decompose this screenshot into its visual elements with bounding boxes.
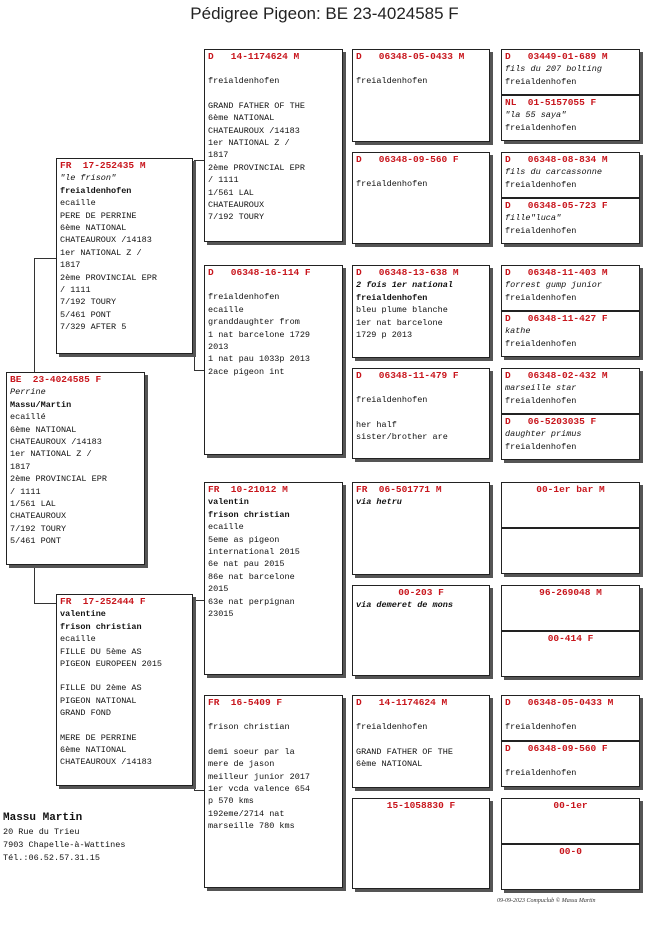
ring-number: FR 06-501771 M [356, 484, 442, 495]
pigeon-card-dds[interactable] [352, 695, 490, 788]
pigeon-card-g7[interactable] [501, 368, 640, 414]
detail-line: CHATEAUROUX /14183 [60, 757, 152, 768]
detail-line [208, 709, 339, 721]
detail-line: 1817 [208, 150, 229, 161]
ring-number: 00-414 F [547, 633, 594, 644]
detail-line: 6ème NATIONAL [356, 759, 423, 770]
connector-line [194, 600, 204, 601]
detail-line: 1817 [60, 260, 81, 271]
detail-line: 1/561 LAL [208, 187, 254, 198]
ring-number: D 03449-01-689 M [505, 51, 608, 62]
detail-line: 2ème PROVINCIAL EPR [60, 272, 157, 283]
breeder: freialdenhofen [505, 395, 577, 406]
connector-line [34, 258, 35, 372]
owner-city: 7903 Chapelle-à-Wattines [3, 840, 126, 850]
pigeon-card-subject[interactable] [6, 372, 145, 565]
detail-line: 6ème NATIONAL [10, 424, 77, 435]
detail-line: 5/461 PONT [10, 536, 62, 547]
ring-number: 00-1er bar M [536, 484, 605, 495]
breeder: freialdenhofen [505, 441, 577, 452]
connector-line [34, 603, 56, 604]
breeder: Massu/Martin [10, 399, 72, 410]
detail-line: 6ème NATIONAL [208, 113, 275, 124]
breeder: freialdenhofen [356, 722, 428, 733]
detail-line [208, 279, 339, 291]
breeder: frison christian [208, 722, 290, 733]
detail-line: mere de jason [208, 759, 275, 770]
ring-number: D 06348-05-723 F [505, 200, 608, 211]
connector-line [194, 790, 204, 791]
detail-line: sister/brother are [356, 432, 448, 443]
ring-number: D 06348-05-0433 M [356, 51, 465, 62]
breeder: freialdenhofen [505, 225, 577, 236]
pigeon-card-g5[interactable] [501, 265, 640, 311]
connector-line [194, 160, 204, 161]
pigeon-card-g6[interactable] [501, 311, 640, 357]
pigeon-card-g13[interactable] [501, 695, 640, 741]
pigeon-name: valentin [208, 497, 249, 508]
detail-line: p 570 kms [208, 796, 254, 807]
detail-line: FILLE DU 5ème AS [60, 646, 142, 657]
detail-line: GRAND FATHER OF THE [356, 746, 453, 757]
ring-number: 00-0 [559, 846, 582, 857]
connector-line [34, 258, 56, 259]
detail-line: ecaille [60, 198, 96, 209]
pigeon-card-g2[interactable] [501, 95, 640, 141]
detail-line: ecaille [60, 634, 96, 645]
owner-address: 20 Rue du Trieu [3, 827, 80, 837]
pigeon-name: fils du 207 bolting [505, 64, 602, 75]
detail-line: 1er vcda valence 654 [208, 784, 311, 795]
pigeon-card-sire[interactable] [56, 158, 193, 354]
detail-line: 23015 [208, 609, 234, 620]
pigeon-name: "le frison" [60, 173, 117, 184]
detail-line: meilleur junior 2017 [208, 771, 311, 782]
pigeon-name: marseille star [505, 383, 577, 394]
detail-line: CHATEAUROUX [10, 511, 67, 522]
detail-line: 1729 p 2013 [356, 330, 413, 341]
detail-line: international 2015 [208, 547, 300, 558]
pigeon-card-g1[interactable] [501, 49, 640, 95]
breeder: freialdenhofen [505, 292, 577, 303]
pigeon-card-ssd[interactable] [352, 152, 490, 244]
pigeon-card-g3[interactable] [501, 152, 640, 198]
detail-line: 1817 [10, 461, 31, 472]
detail-line: 5eme as pigeon [208, 534, 280, 545]
detail-line: MERE DE PERRINE [60, 732, 137, 743]
detail-line: 6ème NATIONAL [60, 745, 127, 756]
detail-line: 2ème PROVINCIAL EPR [208, 162, 305, 173]
breeder: freialdenhofen [505, 179, 577, 190]
ring-number: D 14-1174624 M [356, 697, 448, 708]
pigeon-card-g4[interactable] [501, 198, 640, 244]
pigeon-name: forrest gump junior [505, 280, 602, 291]
breeder: freialdenhofen [505, 122, 577, 133]
pigeon-card-ddd[interactable] [352, 798, 490, 889]
owner-name: Massu Martin [3, 812, 83, 824]
pigeon-card-g16[interactable] [501, 844, 640, 890]
owner-phone: Tél.:06.52.57.31.15 [3, 853, 100, 863]
ring-number: FR 16-5409 F [208, 697, 283, 708]
detail-line: demi soeur par la [208, 746, 295, 757]
breeder: freialdenhofen [505, 76, 577, 87]
detail-line [356, 734, 486, 746]
detail-line: ecaille [208, 304, 244, 315]
detail-line: 7/192 TOURY [60, 297, 117, 308]
footer-credit: 09-09-2023 Compuclub © Massu Martin [497, 898, 596, 904]
pigeon-name: daughter primus [505, 429, 582, 440]
ring-number: D 06348-11-479 F [356, 370, 459, 381]
detail-line: 1/561 LAL [10, 499, 56, 510]
pigeon-card-dam-sire[interactable] [204, 482, 343, 675]
pigeon-name: fille"luca" [505, 213, 562, 224]
ring-number: 15-1058830 F [386, 800, 456, 811]
ring-number: D 06348-11-403 M [505, 267, 608, 278]
detail-line: 1er nat barcelone [356, 317, 443, 328]
detail-line: 2ème PROVINCIAL EPR [10, 474, 107, 485]
detail-line: 6ème NATIONAL [60, 223, 127, 234]
ring-number: 00-203 F [398, 587, 444, 598]
pigeon-name: "la 55 saya" [505, 110, 567, 121]
detail-line: 1er NATIONAL Z / [10, 449, 92, 460]
detail-line: 2013 [208, 342, 229, 353]
ring-number: FR 17-252444 F [60, 596, 146, 607]
detail-line [208, 88, 339, 100]
breeder: freialdenhofen [505, 722, 577, 733]
detail-line: ecaillé [10, 412, 46, 423]
ring-number: D 06-5203035 F [505, 416, 597, 427]
pigeon-card-dsd[interactable] [352, 585, 490, 676]
pigeon-card-g10[interactable] [501, 528, 640, 574]
detail-line: CHATEAUROUX [208, 200, 265, 211]
connector-line [194, 370, 204, 371]
owner-info [3, 810, 125, 865]
detail-line [505, 709, 636, 721]
detail-line: / 1111 [60, 285, 91, 296]
ring-number: D 14-1174624 M [208, 51, 300, 62]
ring-number: NL 01-5157055 F [505, 97, 597, 108]
ring-number: FR 17-252435 M [60, 160, 146, 171]
detail-line: bleu plume blanche [356, 305, 448, 316]
pigeon-card-sds[interactable] [352, 265, 490, 358]
detail-line: / 1111 [208, 175, 239, 186]
detail-line: CHATEAUROUX /14183 [60, 235, 152, 246]
detail-line [356, 407, 486, 419]
ring-number: D 06348-09-560 F [356, 154, 459, 165]
breeder: freialdenhofen [208, 292, 280, 303]
detail-line [505, 755, 636, 767]
breeder: freialdenhofen [356, 292, 428, 303]
detail-line [356, 63, 486, 75]
breeder: freialdenhofen [208, 76, 280, 87]
detail-line: 2ace pigeon int [208, 366, 285, 377]
detail-line: 7/192 TOURY [10, 523, 67, 534]
detail-line: PIGEON NATIONAL [60, 695, 137, 706]
ring-number: FR 10-21012 M [208, 484, 288, 495]
pigeon-card-g11[interactable] [501, 585, 640, 631]
pigeon-card-sire-dam[interactable] [204, 265, 343, 455]
pigeon-card-dam[interactable] [56, 594, 193, 786]
detail-line: GRAND FATHER OF THE [208, 100, 305, 111]
pigeon-name: 2 fois 1er national [356, 280, 453, 291]
detail-line: 5/461 PONT [60, 309, 112, 320]
pigeon-name: via hetru [356, 497, 402, 508]
breeder: freialdenhofen [356, 395, 428, 406]
pigeon-card-sss[interactable] [352, 49, 490, 142]
breeder: freialdenhofen [505, 768, 577, 779]
pigeon-name: valentine [60, 609, 106, 620]
detail-line: 63e nat perpignan [208, 596, 295, 607]
breeder: frison christian [208, 509, 290, 520]
detail-line: granddaughter from [208, 317, 300, 328]
detail-line: CHATEAUROUX /14183 [10, 437, 102, 448]
detail-line: GRAND FOND [60, 708, 112, 719]
pigeon-card-sire-sire[interactable] [204, 49, 343, 242]
breeder: freialdenhofen [505, 338, 577, 349]
connector-line [194, 600, 195, 790]
detail-line: 7/192 TOURY [208, 212, 265, 223]
detail-line: 2015 [208, 584, 229, 595]
pigeon-name: via demeret de mons [356, 600, 453, 611]
ring-number: BE 23-4024585 F [10, 374, 102, 385]
connector-line [34, 565, 35, 603]
ring-number: D 06348-13-638 M [356, 267, 459, 278]
detail-line [356, 382, 486, 394]
ring-number: D 06348-05-0433 M [505, 697, 614, 708]
pigeon-card-g8[interactable] [501, 414, 640, 460]
page-title: Pédigree Pigeon: BE 23-4024585 F [190, 4, 459, 23]
detail-line [60, 720, 189, 732]
ring-number: D 06348-09-560 F [505, 743, 608, 754]
detail-line: marseille 780 kms [208, 821, 295, 832]
detail-line [208, 734, 339, 746]
pigeon-card-g14[interactable] [501, 741, 640, 787]
detail-line [356, 709, 486, 721]
ring-number: D 06348-16-114 F [208, 267, 311, 278]
detail-line: 1 nat pau 1033p 2013 [208, 354, 311, 365]
pigeon-card-dss[interactable] [352, 482, 490, 575]
detail-line [208, 63, 339, 75]
breeder: freialdenhofen [60, 185, 132, 196]
detail-line: her half [356, 419, 397, 430]
detail-line: CHATEAUROUX /14183 [208, 125, 300, 136]
ring-number: D 06348-02-432 M [505, 370, 608, 381]
detail-line: PIGEON EUROPEEN 2015 [60, 659, 163, 670]
pigeon-name: fils du carcassonne [505, 167, 602, 178]
breeder: freialdenhofen [356, 179, 428, 190]
detail-line: / 1111 [10, 486, 41, 497]
detail-line [60, 670, 189, 682]
connector-line [194, 160, 195, 370]
detail-line: PERE DE PERRINE [60, 210, 137, 221]
ring-number: D 06348-08-834 M [505, 154, 608, 165]
detail-line: 1er NATIONAL Z / [60, 247, 142, 258]
pigeon-name: Perrine [10, 387, 46, 398]
ring-number: 00-1er [553, 800, 588, 811]
detail-line: 1er NATIONAL Z / [208, 138, 290, 149]
detail-line: 6e nat pau 2015 [208, 559, 285, 570]
ring-number: D 06348-11-427 F [505, 313, 608, 324]
detail-line: FILLE DU 2ème AS [60, 683, 142, 694]
pigeon-card-dam-dam[interactable] [204, 695, 343, 888]
detail-line: 1 nat barcelone 1729 [208, 329, 311, 340]
detail-line: ecaille [208, 522, 244, 533]
pigeon-name: kathe [505, 326, 531, 337]
pigeon-card-g15[interactable] [501, 798, 640, 844]
ring-number: 96-269048 M [539, 587, 602, 598]
detail-line: 86e nat barcelone [208, 571, 295, 582]
pigeon-card-sdd[interactable] [352, 368, 490, 459]
detail-line [356, 166, 486, 178]
pigeon-card-g12[interactable] [501, 631, 640, 677]
breeder: freialdenhofen [356, 76, 428, 87]
detail-line: 192eme/2714 nat [208, 808, 285, 819]
detail-line: 7/329 AFTER 5 [60, 322, 127, 333]
pigeon-card-g9[interactable] [501, 482, 640, 528]
breeder: frison christian [60, 621, 142, 632]
